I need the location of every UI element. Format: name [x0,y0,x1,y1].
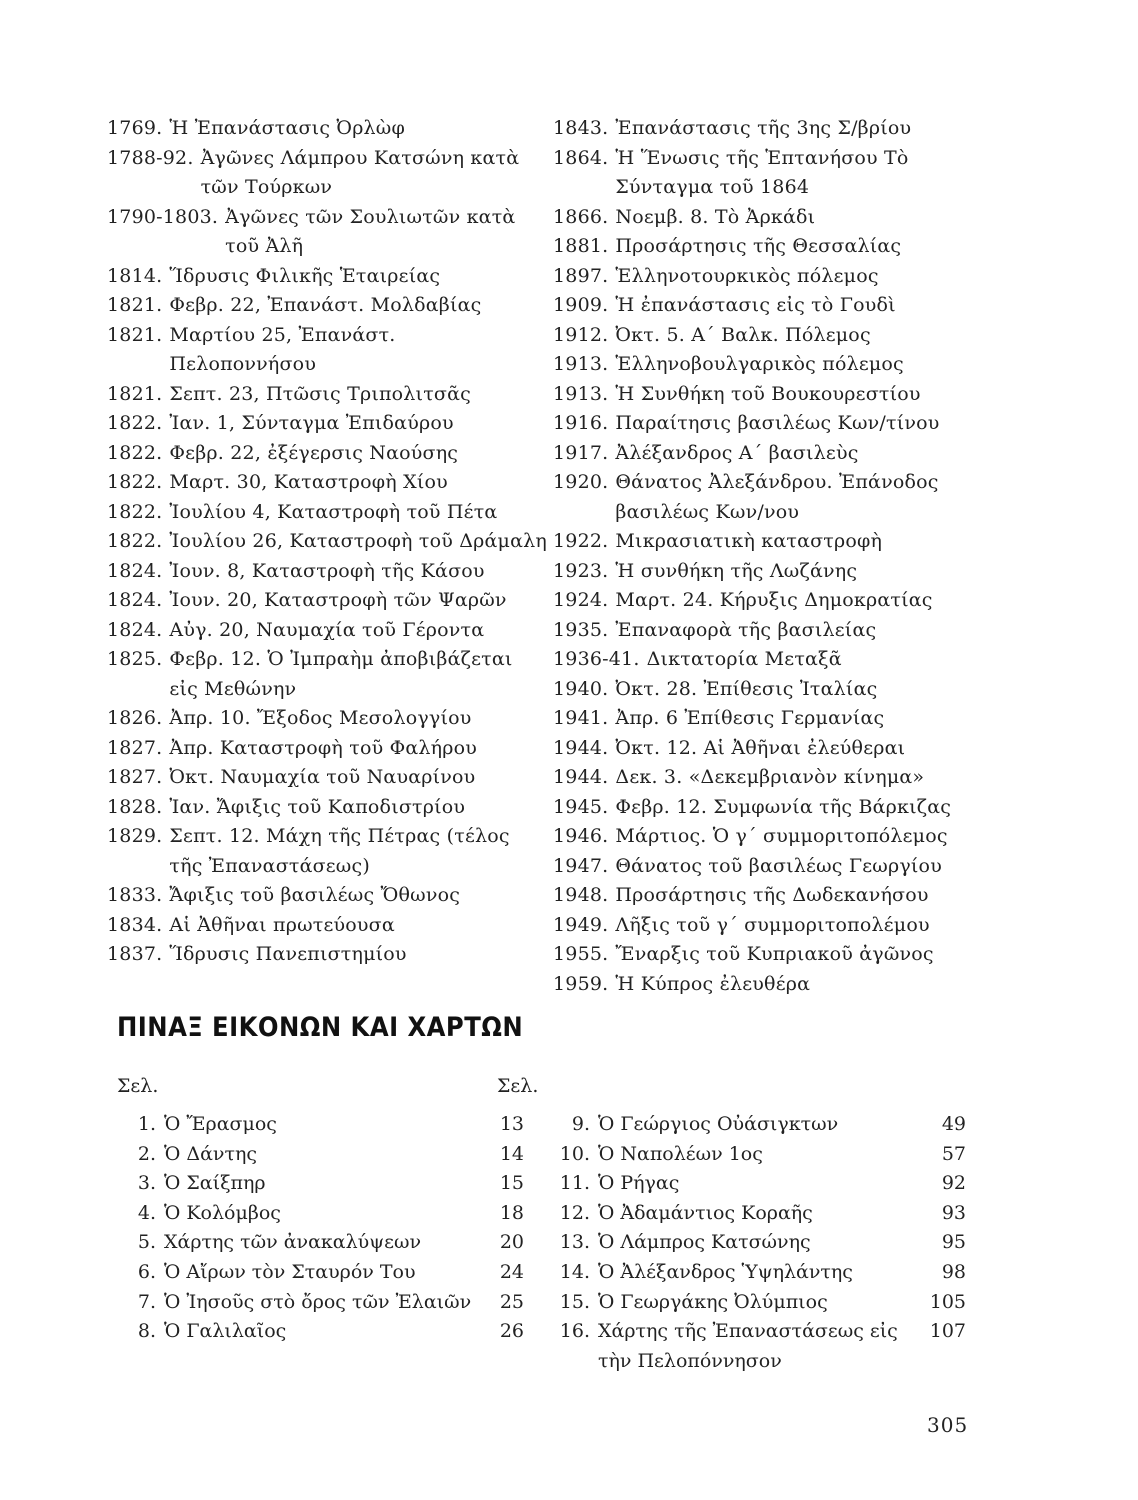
entry-text: Μάρτιος. Ὁ γ΄ συμμοριτοπόλεμος [615,825,948,847]
chronology-entry [553,616,973,646]
entry-year: 1821. [107,294,163,316]
entry-year: 1822. [107,412,163,434]
entry-year: 1827. [107,766,163,788]
entry-year: 1826. [107,707,163,729]
entry-year: 1829. [107,825,163,847]
entry-text: Ἑλληνοτουρκικὸς πόλεμος [615,264,879,287]
entry-year: 1866. [553,205,609,228]
chronology-entry [107,291,547,321]
entry-year: 1822. [107,530,163,552]
chronology-entry [107,822,547,881]
item-number: 5. [137,1231,156,1254]
entry-text: Νοεμβ. 8. Τὸ Ἀρκάδι [615,205,816,228]
entry-year: 1822. [107,441,163,464]
item-number: 16. [559,1320,590,1343]
entry-text: Ἀπρ. Καταστροφὴ τοῦ Φαλήρου [169,736,477,759]
entry-year: 1916. [553,412,609,434]
chronology-entry [553,439,973,469]
item-page: 107 [929,1320,966,1343]
entry-text: Φεβρ. 22, Ἐπανάστ. Μολδαβίας [169,294,482,316]
entry-year: 1834. [107,913,163,936]
entry-year: 1827. [107,736,163,759]
index-title: ΠΙΝΑΞ ΕΙΚΟΝΩΝ ΚΑΙ ΧΑΡΤΩΝ [117,1012,524,1043]
chronology-entry [553,557,973,587]
chronology-entry [107,321,547,380]
entry-text: Ἰαν. Ἄφιξις τοῦ Καποδιστρίου [169,795,466,818]
entry-year: 1814. [107,264,163,287]
chronology-entry [553,940,973,970]
entry-text: Ἡ ἐπανάστασις εἰς τὸ Γουδὶ [615,294,896,316]
entry-year: 1824. [107,559,163,582]
item-title: Ὁ Γεωργάκης Ὀλύμπιος [598,1290,828,1313]
entry-year: 1913. [553,382,609,405]
chronology-entry [553,468,973,527]
chronology-entry [107,616,547,646]
entry-text: Ἀπρ. 6 Ἐπίθεσις Γερμανίας [615,707,885,729]
entry-year: 1924. [553,589,609,611]
entry-text: Φεβρ. 12. Συμφωνία τῆς Βάρκιζας [615,795,952,818]
chronology-entry [553,852,973,882]
entry-year: 1881. [553,235,609,257]
entry-text: Ἑλληνοβουλγαρικὸς πόλεμος [615,353,904,375]
chronology-entry [553,704,973,734]
chronology-entry [553,645,973,675]
chronology-entry [553,114,973,144]
chronology-entry [553,675,973,705]
entry-text: Αὐγ. 20, Ναυμαχία τοῦ Γέροντα [169,618,485,641]
entry-text: Ἡ Κύπρος ἐλευθέρα [615,972,811,995]
entry-text: Αἱ Ἀθῆναι πρωτεύουσα [169,913,395,936]
chronology-entry [107,911,547,941]
index-item [556,1169,966,1199]
entry-text: Προσάρτησις τῆς Θεσσαλίας [615,235,902,257]
index-item [122,1199,524,1229]
chronology-entry [107,380,547,410]
item-title: Χάρτης τῆς Ἐπαναστάσεως εἰς τὴν Πελοπόννησον [598,1320,898,1372]
item-title: Ὁ Λάμπρος Κατσώνης [598,1231,811,1254]
entry-year: 1920. [553,471,609,493]
index-item [556,1140,966,1170]
item-page: 24 [499,1260,524,1283]
item-page: 49 [941,1113,966,1135]
item-number: 9. [571,1113,590,1135]
entry-text: Ἵδρυσις Πανεπιστημίου [169,943,407,965]
entry-year: 1828. [107,795,163,818]
page-column-header-left: Σελ. [117,1075,159,1097]
entry-text: Ἀγῶνες τῶν Σουλιωτῶν κατὰ τοῦ Ἀλῆ [225,205,516,257]
chronology-entry [553,763,973,793]
entry-year: 1917. [553,441,609,464]
item-page: 92 [941,1172,966,1195]
entry-text: Ἔναρξις τοῦ Κυπριακοῦ ἀγῶνος [615,943,934,965]
chronology-entry [107,498,547,528]
item-page: 105 [929,1290,966,1313]
entry-year: 1922. [553,530,609,552]
item-page: 57 [941,1142,966,1165]
entry-year: 1955. [553,943,609,965]
index-item [122,1258,524,1288]
item-number: 7. [137,1290,156,1313]
chronology-entry [553,881,973,911]
item-page: 14 [499,1142,524,1165]
index-item [122,1317,524,1347]
chronology-entry [107,763,547,793]
chronology-entry [553,911,973,941]
entry-text: Ἐπαναφορὰ τῆς βασιλείας [615,618,877,641]
chronology-entry [107,409,547,439]
entry-text: Θάνατος τοῦ βασιλέως Γεωργίου [615,854,942,877]
item-title: Ὁ Ναπολέων 1ος [598,1142,763,1165]
chronology-entry [553,380,973,410]
entry-year: 1946. [553,825,609,847]
entry-year: 1821. [107,323,163,346]
entry-text: Δεκ. 3. «Δεκεμβριανὸν κίνημα» [615,766,925,788]
entry-year: 1935. [553,618,609,641]
chronology-entry [553,970,973,1000]
entry-text: Ἰουν. 20, Καταστροφὴ τῶν Ψαρῶν [169,589,507,611]
chronology-entry [553,203,973,233]
chronology-entry [107,114,547,144]
chronology-entry [107,704,547,734]
item-number: 6. [137,1260,156,1283]
entry-year: 1824. [107,618,163,641]
entry-year: 1948. [553,884,609,906]
item-number: 4. [137,1201,156,1224]
item-title: Ὁ Ἰησοῦς στὸ ὄρος τῶν Ἐλαιῶν [164,1290,472,1313]
item-title: Ὁ Ἀλέξανδρος Ὑψηλάντης [598,1260,853,1283]
item-page: 26 [499,1320,524,1343]
chronology-entry [107,203,547,262]
item-title: Ὁ Κολόμβος [164,1201,281,1224]
entry-year: 1837. [107,943,163,965]
entry-text: Ἰουλίου 26, Καταστροφὴ τοῦ Δράμαλη [169,530,547,552]
entry-text: Σεπτ. 23, Πτῶσις Τριπολιτσᾶς [169,382,471,405]
entry-year: 1949. [553,913,609,936]
index-item [556,1110,966,1140]
chronology-entry [553,409,973,439]
item-page: 98 [941,1260,966,1283]
item-page: 95 [941,1231,966,1254]
entry-year: 1843. [553,117,609,139]
entry-text: Παραίτησις βασιλέως Κων/τίνου [615,412,940,434]
item-title: Ὁ Ρήγας [598,1172,680,1195]
entry-text: Ὀκτ. Ναυμαχία τοῦ Ναυαρίνου [169,766,476,788]
chronology-entry [553,144,973,203]
chronology-entry [553,291,973,321]
index-item [122,1110,524,1140]
item-page: 93 [941,1201,966,1224]
item-number: 3. [137,1172,156,1195]
entry-text: Σεπτ. 12. Μάχη τῆς Πέτρας (τέλος τῆς Ἐπαναστάσεως) [169,825,510,877]
chronology-entry [107,645,547,704]
chronology-entry [553,262,973,292]
entry-text: Φεβρ. 22, ἐξέγερσις Ναούσης [169,441,459,464]
index-item [556,1258,966,1288]
chronology-right-column [553,114,973,999]
entry-year: 1822. [107,471,163,493]
index-right-column [556,1110,966,1376]
chronology-entry [553,793,973,823]
chronology-entry [107,881,547,911]
entry-text: Ὀκτ. 28. Ἐπίθεσις Ἰταλίας [615,677,878,700]
chronology-entry [107,144,547,203]
entry-text: Ἐπανάστασις τῆς 3ης Σ/βρίου [615,117,912,139]
entry-text: Ὀκτ. 5. Α΄ Βαλκ. Πόλεμος [615,323,871,346]
entry-year: 1790-1803. [107,205,219,228]
entry-text: Ἰουλίου 4, Καταστροφὴ τοῦ Πέτα [169,500,498,523]
item-title: Ὁ Ἀδαμάντιος Κοραῆς [598,1201,813,1224]
item-number: 10. [559,1142,590,1165]
index-item [556,1228,966,1258]
chronology-entry [553,350,973,380]
item-page: 15 [499,1172,524,1195]
entry-year: 1940. [553,677,609,700]
item-number: 1. [137,1113,156,1135]
entry-text: Ἡ Ἐπανάστασις Ὀρλὼφ [169,117,406,139]
entry-year: 1941. [553,707,609,729]
entry-year: 1824. [107,589,163,611]
entry-year: 1788-92. [107,146,194,169]
entry-year: 1909. [553,294,609,316]
entry-text: Μαρτίου 25, Ἐπανάστ. Πελοποννήσου [169,323,396,375]
entry-text: Ἡ συνθήκη τῆς Λωζάνης [615,559,858,582]
index-item [122,1169,524,1199]
chronology-left-column [107,114,547,970]
chronology-entry [107,527,547,557]
chronology-entry [107,468,547,498]
entry-year: 1897. [553,264,609,287]
chronology-entry [553,734,973,764]
chronology-entry [553,822,973,852]
entry-year: 1959. [553,972,609,995]
item-number: 8. [137,1320,156,1343]
page-column-header-right: Σελ. [497,1075,539,1097]
entry-text: Ἄφιξις τοῦ βασιλέως Ὄθωνος [169,884,461,906]
entry-text: Λῆξις τοῦ γ΄ συμμοριτοπολέμου [615,913,930,936]
entry-text: Ἡ Συνθήκη τοῦ Βουκουρεστίου [615,382,921,405]
entry-year: 1944. [553,736,609,759]
item-number: 13. [559,1231,590,1254]
entry-text: Ἀλέξανδρος Α΄ βασιλεὺς [615,441,859,464]
entry-year: 1833. [107,884,163,906]
entry-year: 1913. [553,353,609,375]
entry-text: Ἰουν. 8, Καταστροφὴ τῆς Κάσου [169,559,485,582]
entry-year: 1947. [553,854,609,877]
entry-year: 1822. [107,500,163,523]
entry-year: 1945. [553,795,609,818]
entry-year: 1769. [107,117,163,139]
item-number: 2. [137,1142,156,1165]
entry-year: 1825. [107,648,163,670]
chronology-entry [107,439,547,469]
entry-year: 1912. [553,323,609,346]
item-page: 20 [499,1231,524,1254]
item-title: Ὁ Σαίξπηρ [164,1172,266,1195]
index-item [122,1228,524,1258]
item-title: Ὁ Αἴρων τὸν Σταυρόν Του [164,1260,416,1283]
entry-year: 1944. [553,766,609,788]
chronology-entry [107,734,547,764]
index-item [556,1199,966,1229]
entry-text: Θάνατος Ἀλεξάνδρου. Ἐπάνοδος βασιλέως Κων/νου [615,471,939,523]
entry-text: Ἀπρ. 10. Ἔξοδος Μεσολογγίου [169,707,472,729]
chronology-entry [553,527,973,557]
item-page: 13 [499,1113,524,1135]
entry-text: Ἵδρυσις Φιλικῆς Ἑταιρείας [169,264,441,287]
chronology-entry [553,586,973,616]
entry-year: 1936-41. [553,648,640,670]
entry-year: 1923. [553,559,609,582]
item-title: Ὁ Δάντης [164,1142,258,1165]
entry-text: Προσάρτησις τῆς Δωδεκανήσου [615,884,929,906]
chronology-entry [107,586,547,616]
item-title: Χάρτης τῶν ἀνακαλύψεων [164,1231,421,1254]
item-number: 11. [559,1172,590,1195]
item-title: Ὁ Γεώργιος Οὐάσιγκτων [598,1113,839,1135]
chronology-entry [553,232,973,262]
entry-text: Ὀκτ. 12. Αἱ Ἀθῆναι ἐλεύθεραι [615,736,906,759]
item-number: 14. [559,1260,590,1283]
chronology-entry [107,262,547,292]
entry-text: Μαρτ. 30, Καταστροφὴ Χίου [169,471,448,493]
chronology-entry [107,940,547,970]
item-page: 25 [499,1290,524,1313]
index-item [556,1317,966,1376]
index-left-column [122,1110,524,1347]
chronology-entry [553,321,973,351]
item-number: 12. [559,1201,590,1224]
index-item [122,1140,524,1170]
item-title: Ὁ Ἔρασμος [164,1113,277,1135]
page-number: 305 [927,1413,969,1437]
item-page: 18 [499,1201,524,1224]
entry-text: Δικτατορία Μεταξᾶ [646,648,842,670]
index-item [122,1288,524,1318]
chronology-entry [107,557,547,587]
entry-year: 1864. [553,146,609,169]
entry-text: Μαρτ. 24. Κήρυξις Δημοκρατίας [615,589,933,611]
entry-text: Μικρασιατικὴ καταστροφὴ [615,530,883,552]
entry-text: Φεβρ. 12. Ὁ Ἰμπραὴμ ἀποβιβάζεται εἰς Μεθώνην [169,648,513,700]
item-title: Ὁ Γαλιλαῖος [164,1320,287,1343]
entry-text: Ἡ Ἕνωσις τῆς Ἑπτανήσου Τὸ Σύνταγμα τοῦ 1864 [615,146,909,198]
item-number: 15. [559,1290,590,1313]
entry-text: Ἀγῶνες Λάμπρου Κατσώνη κατὰ τῶν Τούρκων [200,146,520,198]
index-item [556,1288,966,1318]
entry-year: 1821. [107,382,163,405]
entry-text: Ἰαν. 1, Σύνταγμα Ἐπιδαύρου [169,412,454,434]
chronology-entry [107,793,547,823]
